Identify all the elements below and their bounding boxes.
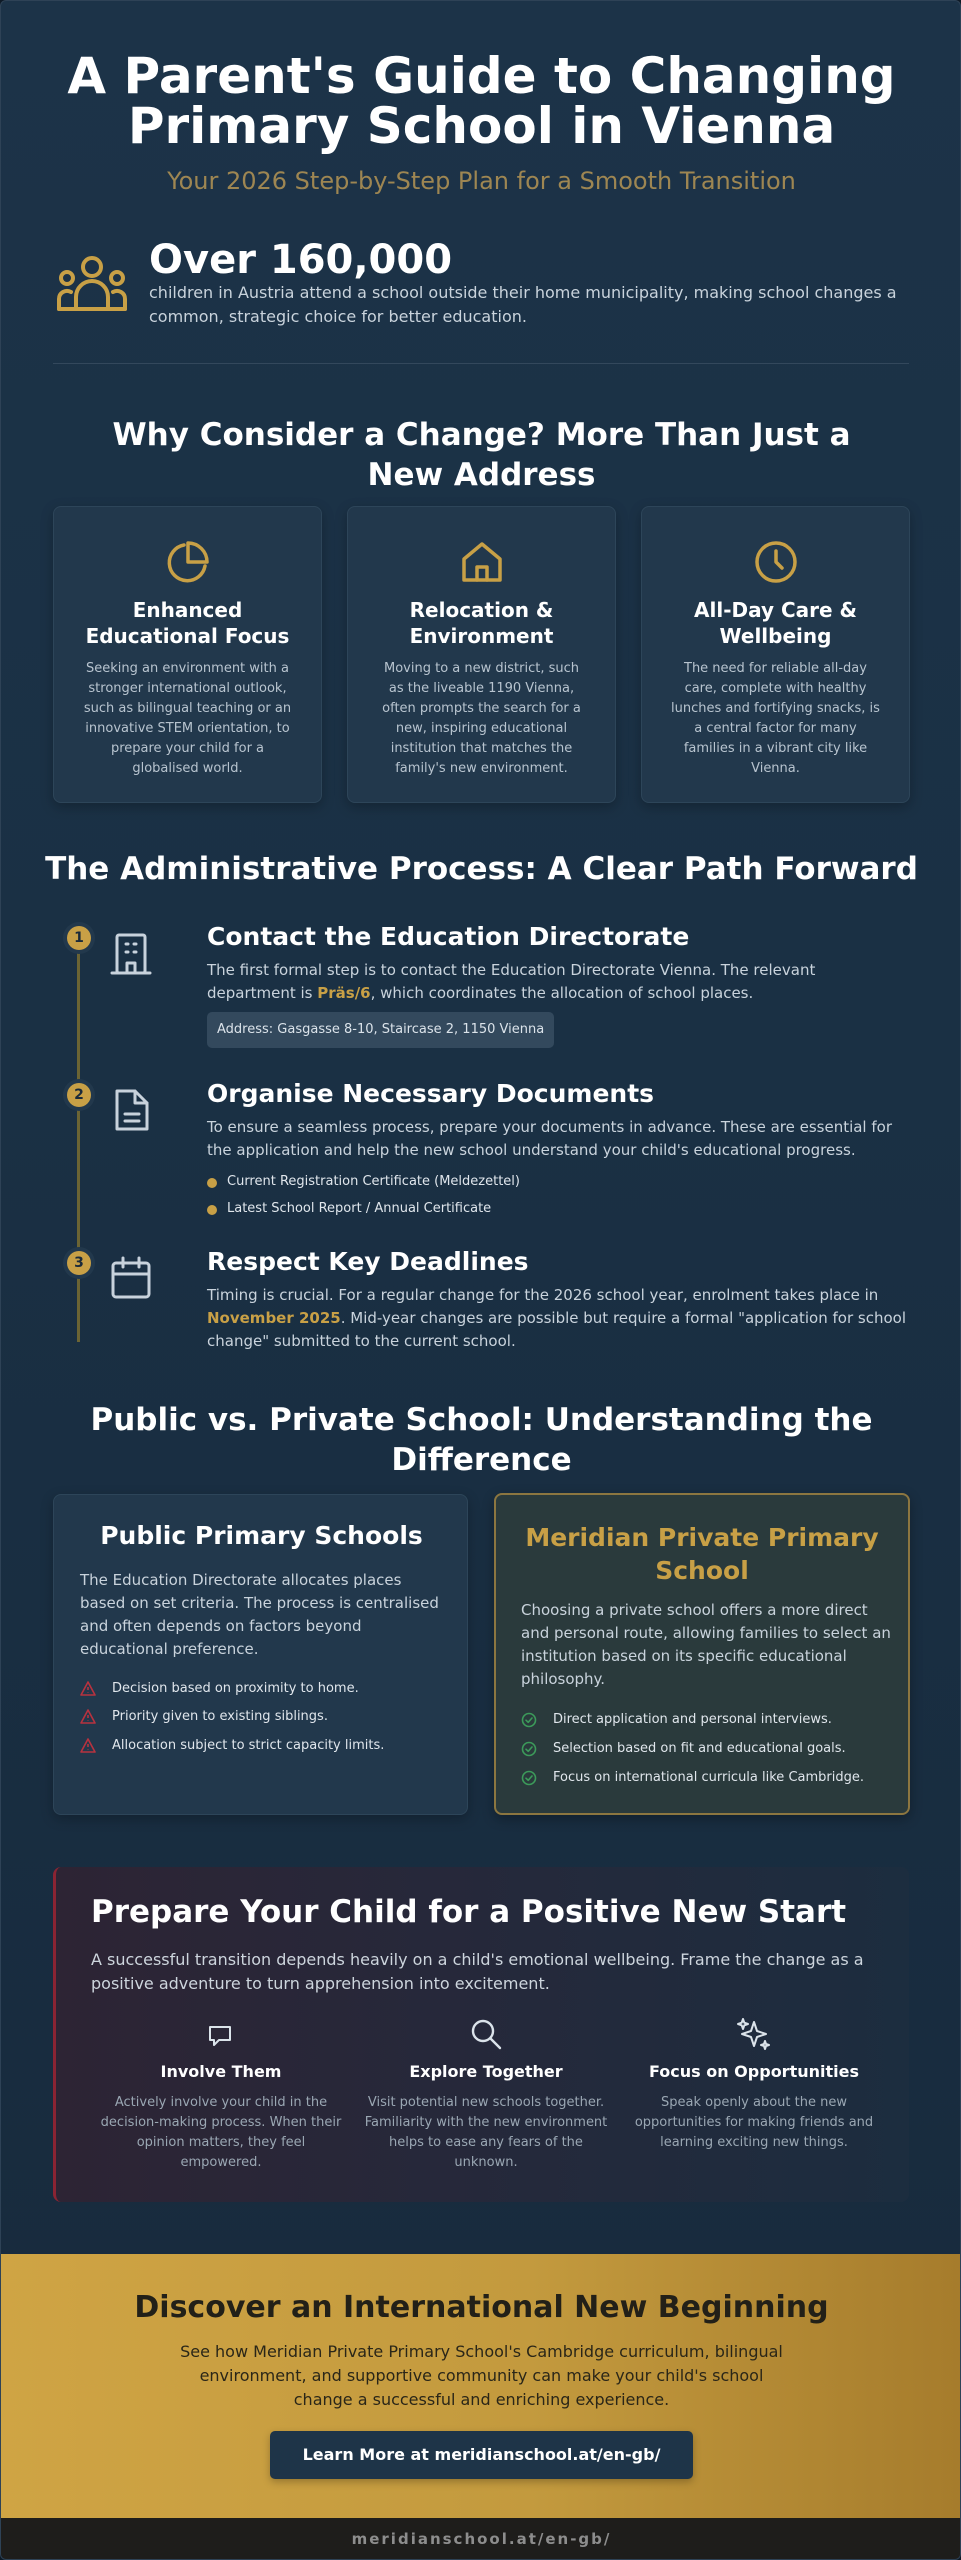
search-icon [468,2016,504,2052]
why-card-title: Relocation & Environment [409,598,554,648]
why-card-body: The need for reliable all-day care, complete with healthy lunches and fortifying snacks, is a central factor for many families in a vibrant city like Vienna. [671,661,880,776]
department-highlight: Präs/6 [317,984,371,1002]
chat-icon [206,2022,234,2050]
stat-description: children in Austria attend a school outside their home municipality, making school changes a common, strategic choice for better education. [149,283,897,326]
private-school-card [494,1493,910,1815]
tip-body: Speak openly about the new opportunities for making friends and learning exciting new things. [634,2095,874,2150]
learn-more-button[interactable]: Learn More at meridianschool.at/en-gb/ [270,2431,693,2479]
prepare-section [53,1867,909,2202]
why-card-body: Moving to a new district, such as the liveable 1190 Vienna, often prompts the search for a new, inspiring educational institution that matches the family's new environment. [382,661,581,776]
page-subtitle: Your 2026 Step-by-Step Plan for a Smooth Transition [167,167,796,195]
why-card-education [53,506,322,803]
bullet-dot [207,1205,217,1215]
cta-body: See how Meridian Private Primary School's Cambridge curriculum, bilingual environment, and supportive community can make your child's school change a successful and enriching experience. [180,2342,783,2409]
home-icon [459,539,505,585]
public-criterion: Priority given to existing siblings. [112,1709,328,1724]
tip-body: Actively involve your child in the decision-making process. When their opinion matters, they feel empowered. [100,2095,342,2170]
step-body [207,959,907,1005]
step-body-text: . Mid-year changes are possible but require a formal "application for school change" submitted to the current school. [207,1309,906,1350]
step-title: Contact the Education Directorate [207,922,690,951]
bullet-dot [207,1178,217,1188]
private-advantage: Direct application and personal interviews. [553,1712,832,1727]
tip-title: Involve Them [160,2062,282,2081]
public-card-body: The Education Directorate allocates places based on set criteria. The process is centralised and often depends on factors beyond educational preference. [80,1571,439,1658]
document-icon [109,1087,153,1133]
warning-icon [80,1709,96,1724]
step-body-text: The first formal step is to contact the Education Directorate Vienna. The relevant department is [207,961,816,1002]
why-card-title: Enhanced Educational Focus [85,598,290,648]
step-body: To ensure a seamless process, prepare your documents in advance. These are essential for the application and help the new school understand your child's educational progress. [207,1118,892,1159]
public-card-title: Public Primary Schools [100,1521,423,1550]
step-number: 1 [67,926,91,950]
check-circle-icon [521,1770,537,1786]
tip-title: Focus on Opportunities [648,2062,859,2081]
step-body-text: , which coordinates the allocation of school places. [370,984,754,1002]
tip-title: Explore Together [409,2062,563,2081]
step-title: Respect Key Deadlines [207,1247,529,1276]
private-card-title: Meridian Private Primary School [525,1523,879,1585]
why-heading: Why Consider a Change? More Than Just a New Address [112,417,851,493]
address-box: Address: Gasgasse 8-10, Staircase 2, 1150 Vienna [207,1012,554,1048]
document-item: Current Registration Certificate (Meldezettel) [227,1174,520,1189]
deadline-highlight: November 2025 [207,1309,341,1327]
warning-icon [80,1681,96,1696]
why-card-body: Seeking an environment with a stronger international outlook, such as bilingual teaching or an innovative STEM orientation, to prepare your child for a globalised world. [83,661,292,776]
timeline-line [77,937,80,1082]
public-school-card [53,1494,468,1815]
cta-section [1,2254,961,2518]
why-card-care [641,506,910,803]
step-number: 3 [67,1251,91,1275]
public-criterion: Allocation subject to strict capacity limits. [112,1738,385,1753]
why-card-relocation [347,506,616,803]
timeline-line [77,1094,80,1249]
page-title [41,47,922,155]
family-icon [56,253,128,315]
section-divider [53,363,909,364]
step-title: Organise Necessary Documents [207,1079,655,1108]
building-icon [109,931,153,977]
why-card-title: All-Day Care & Wellbeing [694,598,857,648]
clock-icon [753,539,799,585]
check-circle-icon [521,1712,537,1728]
check-circle-icon [521,1741,537,1757]
process-heading: The Administrative Process: A Clear Path Forward [45,851,918,887]
document-item: Latest School Report / Annual Certificate [227,1201,492,1216]
public-criterion: Decision based on proximity to home. [112,1681,359,1696]
sparkles-icon [736,2016,772,2052]
prepare-body: A successful transition depends heavily on a child's emotional wellbeing. Frame the change as a positive adventure to turn apprehension into excitement. [91,1950,864,1993]
step-body [207,1284,907,1353]
pie-chart-icon [165,539,211,585]
page-title-line1: A Parent's Guide to Changing [67,47,896,105]
tip-body: Visit potential new schools together. Familiarity with the new environment helps to ease any fears of the unknown. [364,2095,608,2170]
cta-title: Discover an International New Beginning [134,2290,829,2325]
footer-link[interactable]: meridianschool.at/en-gb/ [1,2518,961,2560]
private-card-body: Choosing a private school offers a more direct and personal route, allowing families to select an institution based on its specific educational philosophy. [521,1601,891,1688]
calendar-icon [109,1255,153,1301]
private-advantage: Focus on international curricula like Cambridge. [553,1770,864,1785]
compare-heading: Public vs. Private School: Understanding the Difference [90,1402,873,1478]
private-advantage: Selection based on fit and educational goals. [553,1741,846,1756]
step-number: 2 [67,1083,91,1107]
step-body-text: Timing is crucial. For a regular change for the 2026 school year, enrolment takes place in [207,1286,879,1304]
prepare-title: Prepare Your Child for a Positive New Start [91,1894,847,1930]
page-title-line2: Primary School in Vienna [127,97,836,155]
warning-icon [80,1738,96,1753]
stat-number: Over 160,000 [149,237,453,283]
